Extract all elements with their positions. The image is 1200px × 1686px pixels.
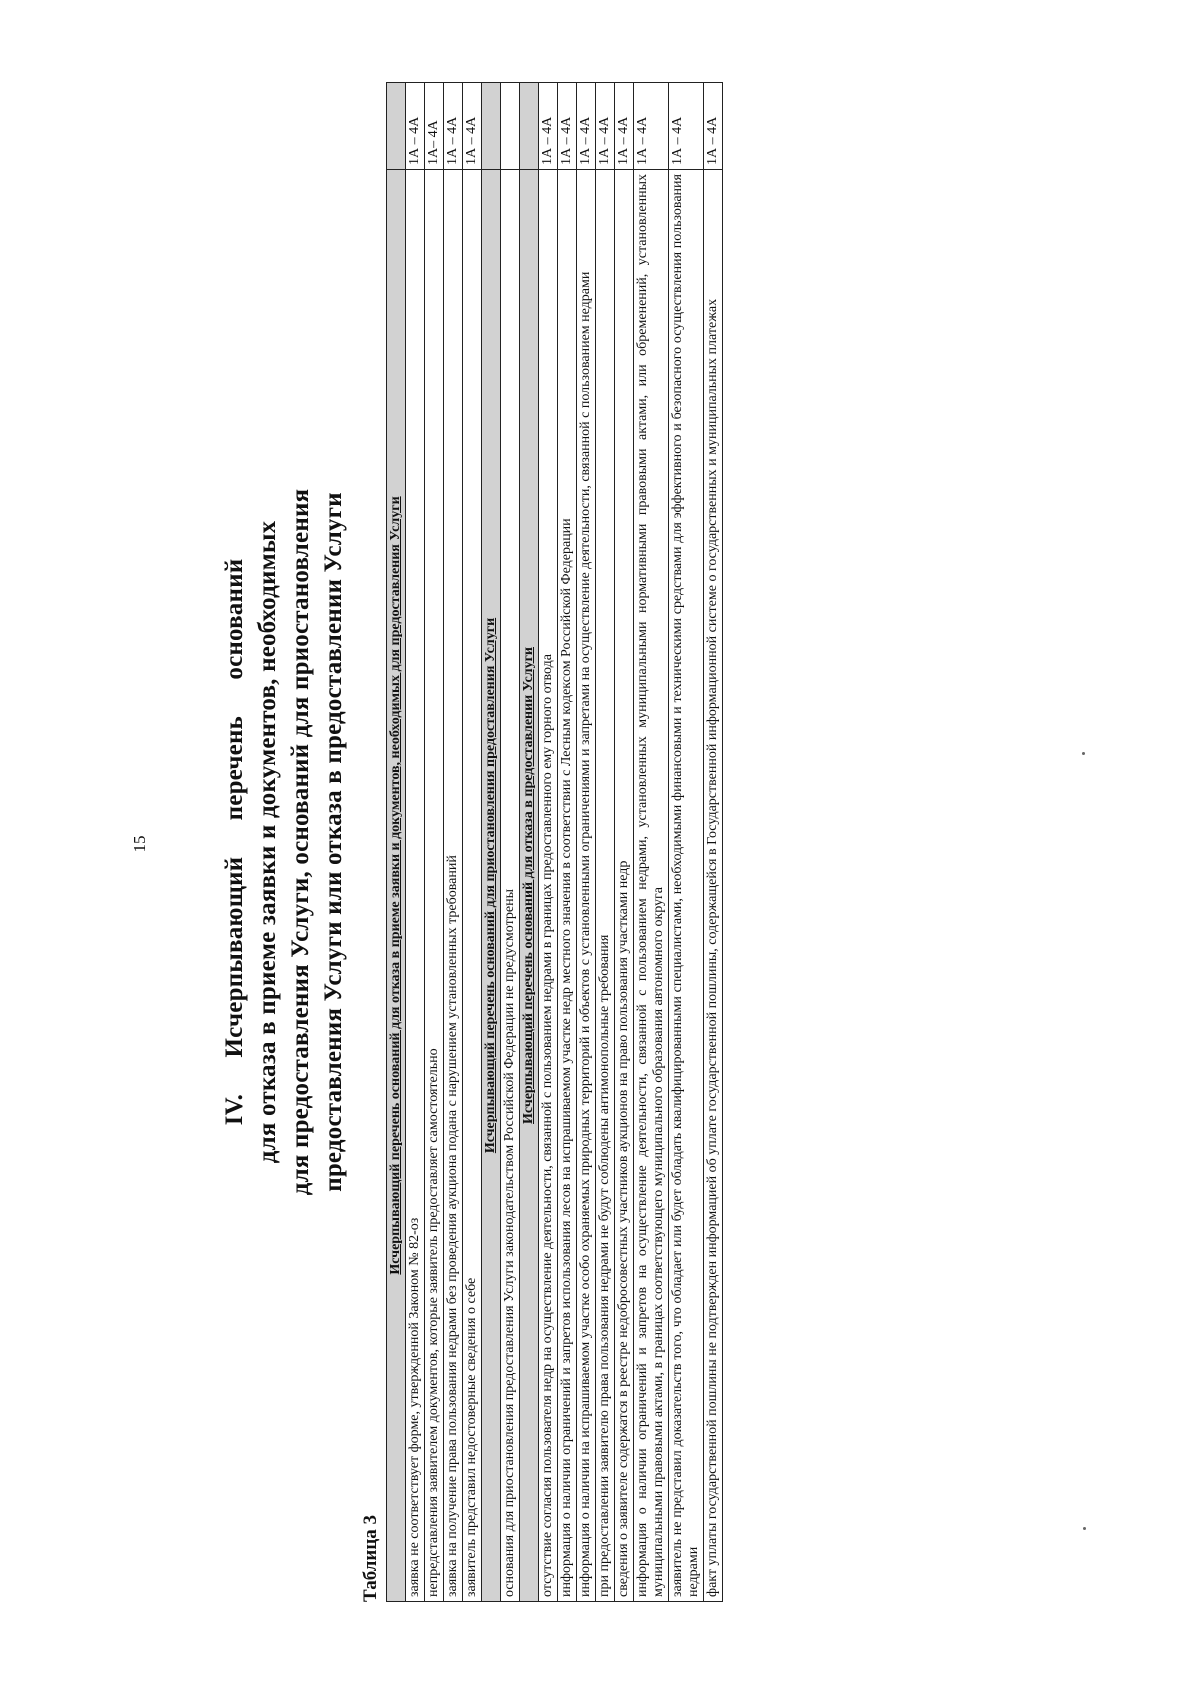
row-text: непредставления заявителем документов, которые заявитель предоставляет самостоятельно	[425, 170, 444, 1602]
row-text: при предоставлении заявителю права пользования недрами не будут соблюдены антимонопольные требования	[596, 170, 615, 1602]
heading-line-2: для отказа в приеме заявки и документов, необходимых	[254, 520, 281, 1164]
section-header-row	[482, 83, 501, 1602]
section-title: Исчерпывающий перечень оснований для отказа в приеме заявки и документов, необходимых для предоставления Услуги	[387, 170, 406, 1602]
page-number: 15	[130, 835, 149, 853]
table-row	[444, 83, 463, 1602]
scan-speck	[1082, 752, 1085, 755]
heading-line-4: предоставления Услуги или отказа в предоставлении Услуги	[320, 492, 347, 1192]
row-text: информация о наличии ограничений и запретов использования лесов на испрашиваемом участке недр местного значения в соответствии с Лесным кодексом Российской Федерации	[558, 170, 577, 1602]
table-row	[669, 83, 704, 1602]
table-row	[539, 83, 558, 1602]
row-text: факт уплаты государственной пошлины не подтвержден информацией об уплате государственной пошлины, содержащейся в Государственной информационной системе о государственных и муниципальных платежах	[704, 170, 723, 1602]
section-header-row	[387, 83, 406, 1602]
table-row	[463, 83, 482, 1602]
row-code	[501, 83, 520, 170]
row-code: 1А – 4А	[704, 83, 723, 170]
scan-speck	[1083, 1527, 1086, 1530]
row-text: заявитель представил недостоверные сведения о себе	[463, 170, 482, 1602]
grounds-table	[386, 82, 723, 1602]
row-code: 1А– 4А	[425, 83, 444, 170]
table-row	[615, 83, 634, 1602]
section-header-row	[520, 83, 539, 1602]
row-code: 1А – 4А	[539, 83, 558, 170]
row-text: сведения о заявителе содержатся в реестре недобросовестных участников аукционов на право пользования участками недр	[615, 170, 634, 1602]
table-row	[704, 83, 723, 1602]
row-text: заявка на получение права пользования недрами без проведения аукциона подана с нарушением установленных требований	[444, 170, 463, 1602]
rotated-content	[218, 82, 953, 1602]
heading-line-3: для предоставления Услуги, оснований для приостановления	[287, 488, 314, 1196]
row-code: 1А – 4А	[669, 83, 704, 170]
table-row	[501, 83, 520, 1602]
section-heading	[218, 82, 350, 1602]
row-text: основания для приостановления предоставления Услуги законодательством Российской Федерации не предусмотрены	[501, 170, 520, 1602]
row-text: отсутствие согласия пользователя недр на осуществление деятельности, связанной с пользованием недрами в границах предоставленного ему горного отвода	[539, 170, 558, 1602]
row-text: информация о наличии на испрашиваемом участке особо охраняемых природных территорий и объектов с установленными ограничениями и запретами на осуществление деятельности, связанной с пользованием недрами	[577, 170, 596, 1602]
row-code: 1А – 4А	[558, 83, 577, 170]
table-row	[406, 83, 425, 1602]
row-code: 1А – 4А	[444, 83, 463, 170]
row-code: 1А – 4А	[406, 83, 425, 170]
table-row	[425, 83, 444, 1602]
row-code: 1А – 4А	[596, 83, 615, 170]
heading-line-1: IV. Исчерпывающий перечень оснований	[221, 558, 248, 1126]
section-code-cell	[387, 83, 406, 170]
section-code-cell	[520, 83, 539, 170]
row-code: 1А – 4А	[634, 83, 669, 170]
row-code: 1А – 4А	[615, 83, 634, 170]
table-row	[596, 83, 615, 1602]
row-text: заявка не соответствует форме, утвержденной Законом № 82-оз	[406, 170, 425, 1602]
table-row	[577, 83, 596, 1602]
table-row	[634, 83, 669, 1602]
row-code: 1А – 4А	[463, 83, 482, 170]
row-text: информация о наличии ограничений и запретов на осуществление деятельности, связанной с пользованием недрами, установленных муниципальными нормативными правовыми актами, или обременений, установленных муниципальными правовыми актами, в границах соответствующего муниципального образования автономного округа	[634, 170, 669, 1602]
section-title: Исчерпывающий перечень оснований для приостановления предоставления Услуги	[482, 170, 501, 1602]
section-title: Исчерпывающий перечень оснований для отказа в предоставлении Услуги	[520, 170, 539, 1602]
row-text: заявитель не представил доказательств того, что обладает или будет обладать квалифицированными специалистами, необходимыми финансовыми и техническими средствами для эффективного и безопасного осуществления пользования недрами	[669, 170, 704, 1602]
section-code-cell	[482, 83, 501, 170]
table-row	[558, 83, 577, 1602]
table-caption: Таблица 3	[360, 1514, 381, 1602]
row-code: 1А – 4А	[577, 83, 596, 170]
